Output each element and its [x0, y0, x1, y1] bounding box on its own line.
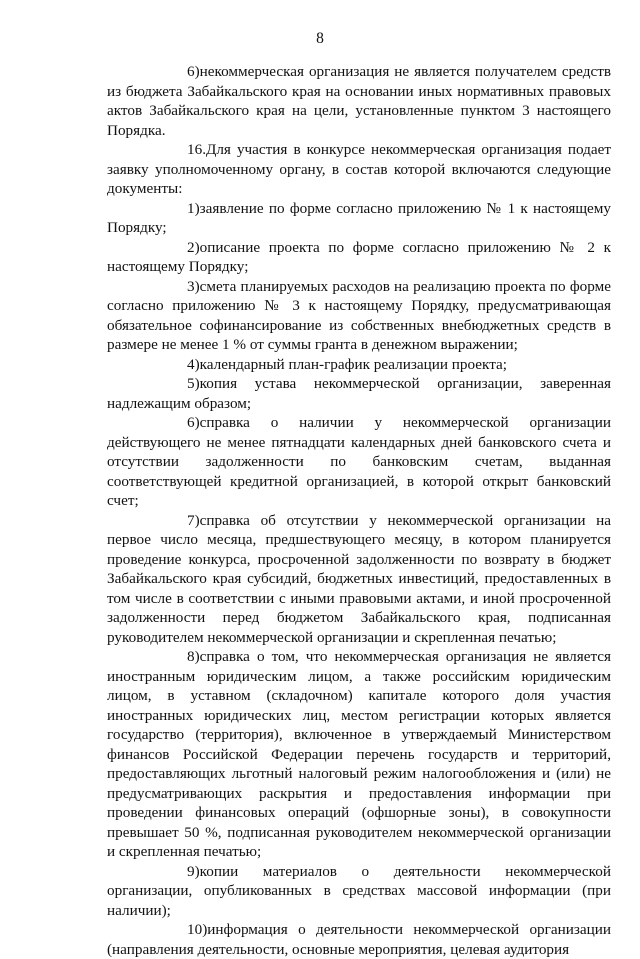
- item-text: справка о наличии у некоммерческой организации действующего не менее пятнадцати календарных дней банковского счета и отсутствии задолженности по банковским счетам, выданная соответствующей кредитной организацией, в которой открыт банковский счет;: [107, 414, 611, 509]
- paragraph-item-6: [107, 413, 611, 511]
- paragraph-item-10: [107, 920, 611, 959]
- item-text: справка об отсутствии у некоммерческой организации на первое число месяца, предшествующего месяцу, в котором планируется проведение конкурса, просроченной задолженности по возврату в бюджет Забайкальского края субсидий, бюджетных инвестиций, предоставленных в том числе в соответствии с иными правовыми актами, и иной просроченной задолженности перед бюджетом Забайкальского края, подписанная руководителем некоммерческой организации и скрепленная печатью;: [107, 511, 611, 646]
- item-number: 6): [187, 414, 200, 431]
- item-text: смета планируемых расходов на реализацию проекта по форме согласно приложению № 3 к настоящему Порядку, предусматривающая обязательное софинансирование из собственных внебюджетных средств в размере не менее 1 % от суммы гранта в денежном выражении;: [107, 277, 611, 353]
- item-text: календарный план-график реализации проекта;: [199, 355, 508, 373]
- item-number: 9): [187, 862, 200, 880]
- item-number: 8): [187, 648, 200, 665]
- item-number: 3): [187, 277, 200, 295]
- paragraph-item-7: [107, 511, 611, 648]
- paragraph-item-4: [107, 355, 611, 375]
- paragraph-item-6-prev: [107, 62, 611, 140]
- paragraph-item-2: [107, 238, 611, 277]
- item-text: копии материалов о деятельности некоммерческой организации, опубликованных в средствах массовой информации (при наличии);: [107, 862, 611, 919]
- item-number: 2): [187, 238, 200, 256]
- item-text: заявление по форме согласно приложению № 1 к настоящему Порядку;: [107, 199, 611, 236]
- item-number: 4): [187, 355, 200, 373]
- item-number: 10): [187, 921, 208, 938]
- paragraph-item-3: [107, 277, 611, 355]
- item-text: справка о том, что некоммерческая организация не является иностранным юридическим лицом, а также российским юридическим лицом, в уставном (складочном) капитале которого доля участия иностранных юридических лиц, местом регистрации которых является государство (территория), включенное в утверждаемый Министерством финансов Российской Федерации перечень государств и территорий, предоставляющих льготный налоговый режим налогообложения и (или) не предусматривающих раскрытия и предоставления информации при проведении финансовых операций (офшорные зоны), в совокупности превышает 50 %, подписанная руководителем некоммерческой организации и скрепленная печатью;: [107, 648, 611, 860]
- paragraph-clause-16: [107, 140, 611, 199]
- item-text: некоммерческая организация не является получателем средств из бюджета Забайкальского края на основании иных нормативных правовых актов Забайкальского края на цели, установленные пунктом 3 настоящего Порядка.: [107, 63, 611, 139]
- item-text: информация о деятельности некоммерческой организации (направления деятельности, основные мероприятия, целевая аудитория: [107, 921, 611, 958]
- paragraph-item-9: [107, 862, 611, 921]
- item-text: описание проекта по форме согласно приложению № 2 к настоящему Порядку;: [107, 238, 611, 275]
- item-number: 6): [187, 63, 200, 80]
- paragraph-item-1: [107, 199, 611, 238]
- item-number: 7): [187, 511, 200, 529]
- item-number: 5): [187, 375, 200, 392]
- page-number: 8: [316, 30, 324, 47]
- paragraph-item-8: [107, 647, 611, 862]
- item-text: копия устава некоммерческой организации, заверенная надлежащим образом;: [107, 375, 611, 412]
- item-number: 1): [187, 199, 200, 217]
- document-body: [107, 62, 611, 959]
- clause-number: 16.: [187, 141, 206, 158]
- paragraph-item-5: [107, 374, 611, 413]
- clause-text: Для участия в конкурсе некоммерческая организация подает заявку уполномоченному органу, в состав которой включаются следующие документы:: [107, 141, 611, 197]
